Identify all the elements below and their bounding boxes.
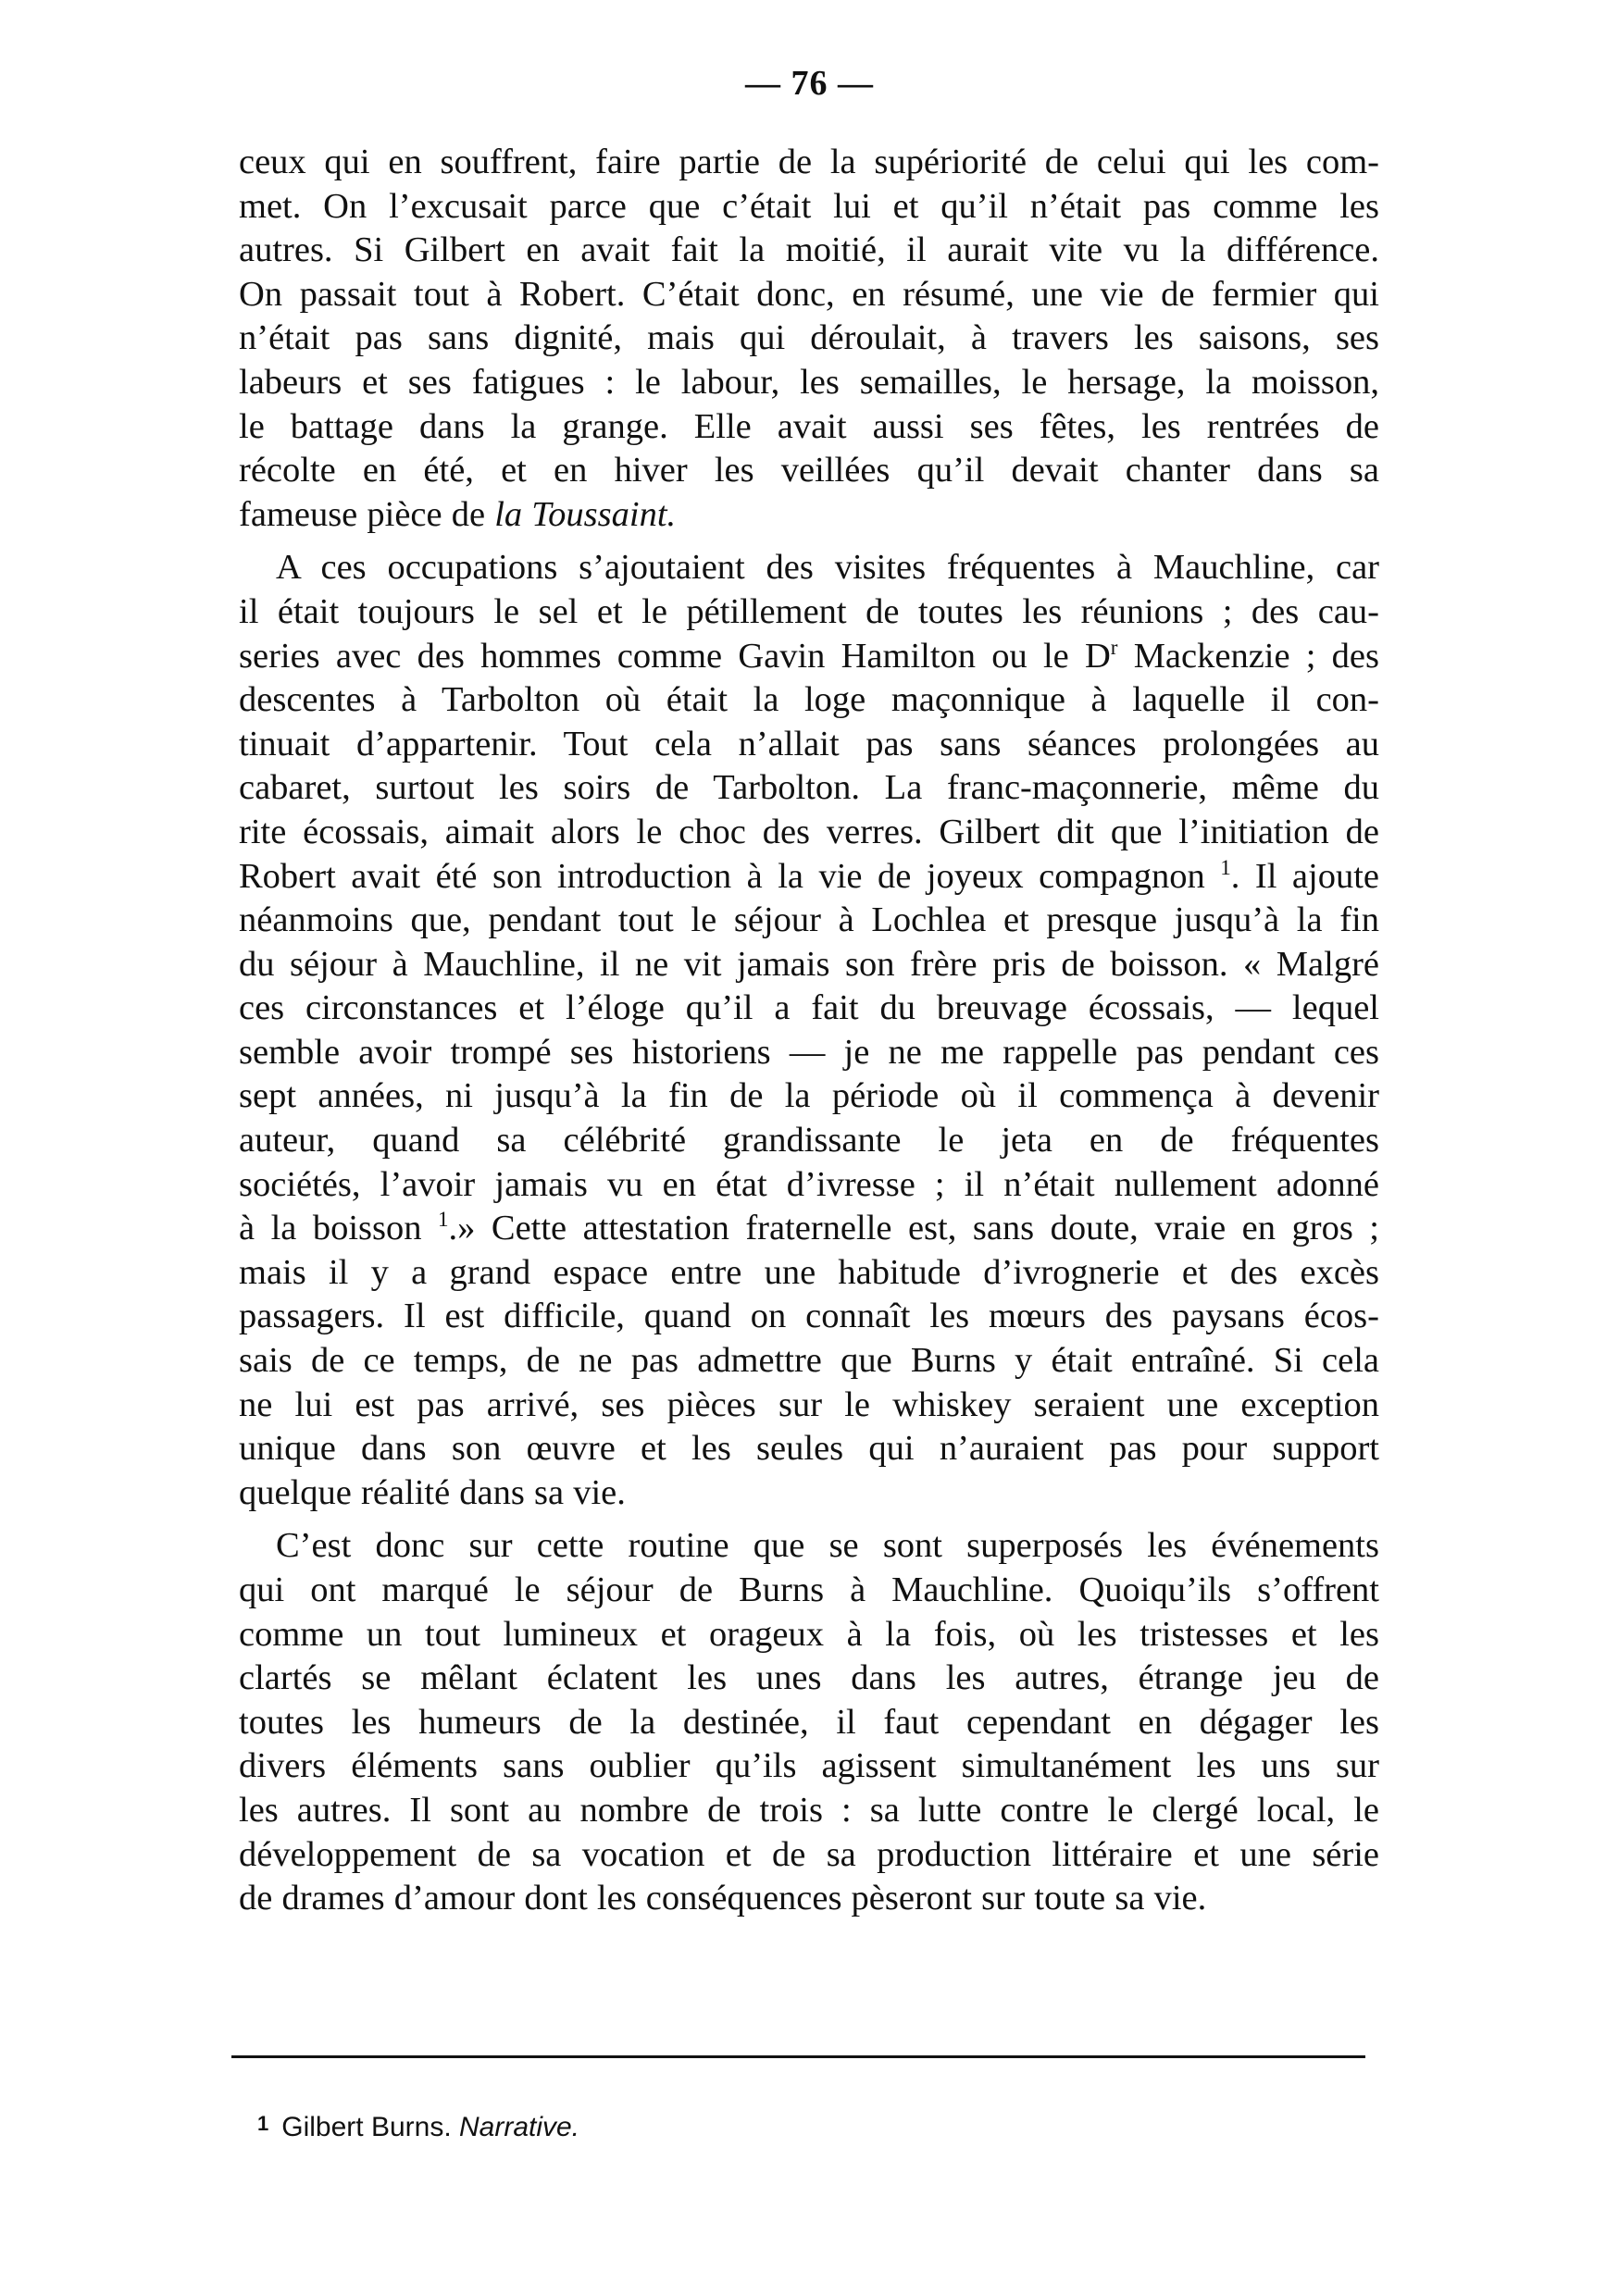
text-fragment: . Il ajoute — [1230, 856, 1379, 896]
text-line: ceux qui en souffrent, faire partie de la supériorité de celui qui les com- — [239, 143, 1379, 181]
paragraph-3 — [239, 1524, 1379, 1920]
text-line: A ces occupations s’ajoutaient des visites fréquentes à Mauchline, car — [276, 548, 1379, 588]
text-line: ces circonstances et l’éloge qu’il a fait du breuvage écossais, — lequel — [239, 988, 1379, 1028]
text-fragment: à la boisson — [239, 1209, 422, 1248]
page-number: — 76 — — [745, 64, 874, 103]
text-line: tinuait d’appartenir. Tout cela n’allait pas sans séances prolongées au — [239, 724, 1379, 763]
body-text — [239, 141, 1379, 1921]
text-fragment: .» Cette attestation fraternelle est, sans doute, vraie en gros ; — [448, 1209, 1379, 1248]
text-line: met. On l’excusait parce que c’était lui et qu’il n’était pas comme les — [239, 186, 1379, 226]
text-line: autres. Si Gilbert en avait fait la moitié, il aurait vite vu la différence. — [239, 230, 1379, 270]
text-line: C’est donc sur cette routine que se sont superposés les événements — [276, 1526, 1379, 1566]
text-line: néanmoins que, pendant tout le séjour à Lochlea et presque jusqu’à la fin — [239, 900, 1379, 940]
text-fragment: Mackenzie ; des — [1117, 636, 1380, 676]
text-line: quelque réalité dans sa vie. — [239, 1472, 626, 1512]
text-line: développement de sa vocation et de sa production littéraire et une série — [239, 1834, 1379, 1874]
text-line: rite écossais, aimait alors le choc des verres. Gilbert dit que l’initiation de — [239, 812, 1379, 851]
text-line: comme un tout lumineux et orageux à la fois, où les tristesses et les — [239, 1614, 1379, 1654]
text-fragment: fameuse pièce de — [239, 494, 495, 534]
text-line: cabaret, surtout les soirs de Tarbolton. La franc-maçonnerie, même du — [239, 768, 1379, 808]
work-title: la Toussaint. — [494, 494, 677, 534]
text-fragment: Robert avait été son introduction à la vie de joyeux compagnon — [239, 856, 1205, 896]
text-line: sais de ce temps, de ne pas admettre que Burns y était entraîné. Si cela — [239, 1341, 1379, 1381]
paragraph-2 — [239, 546, 1379, 1515]
footnote-reference: 1 — [437, 1207, 449, 1232]
text-line: n’était pas sans dignité, mais qui déroulait, à travers les saisons, ses — [239, 318, 1379, 358]
text-line: sept années, ni jusqu’à la fin de la période où il commença à devenir — [239, 1076, 1379, 1116]
text-line: le battage dans la grange. Elle avait aussi ses fêtes, les rentrées de — [239, 406, 1379, 446]
text-line: ne lui est pas arrivé, ses pièces sur le whiskey seraient une exception — [239, 1384, 1379, 1424]
footnote-divider — [231, 2055, 1365, 2058]
text-line: passagers. Il est difficile, quand on connaît les mœurs des paysans écos- — [239, 1297, 1379, 1336]
text-line: sociétés, l’avoir jamais vu en état d’ivresse ; il n’était nullement adonné — [239, 1164, 1379, 1204]
text-line — [239, 635, 1379, 679]
footnote-title: Narrative. — [458, 2112, 580, 2142]
text-fragment: series avec des hommes comme Gavin Hamilton ou le D — [239, 636, 1111, 676]
text-line: divers éléments sans oublier qu’ils agissent simultanément les uns sur — [239, 1746, 1379, 1786]
text-line — [239, 855, 1379, 900]
footnote-reference: 1 — [1220, 854, 1231, 879]
footnote-author: Gilbert Burns. — [281, 2112, 459, 2142]
text-line: descentes à Tarbolton où était la loge maçonnique à laquelle il con- — [239, 680, 1379, 720]
text-line: mais il y a grand espace entre une habitude d’ivrognerie et des excès — [239, 1252, 1379, 1292]
text-line — [239, 493, 1379, 538]
text-line: qui ont marqué le séjour de Burns à Mauchline. Quoiqu’ils s’offrent — [239, 1570, 1379, 1609]
footnote-mark: 1 — [257, 2112, 269, 2135]
text-line: clartés se mêlant éclatent les unes dans les autres, étrange jeu de — [239, 1658, 1379, 1698]
text-line: unique dans son œuvre et les seules qui n’auraient pas pour support — [239, 1429, 1379, 1469]
text-line: labeurs et ses fatigues : le labour, les semailles, le hersage, la moisson, — [239, 362, 1379, 402]
text-line: de drames d’amour dont les conséquences pèseront sur toute sa vie. — [239, 1879, 1207, 1918]
text-line: récolte en été, et en hiver les veillées qu’il devait chanter dans sa — [239, 451, 1379, 490]
text-line: toutes les humeurs de la destinée, il faut cependant en dégager les — [239, 1702, 1379, 1742]
text-line — [239, 1207, 1379, 1251]
text-line: les autres. Il sont au nombre de trois : sa lutte contre le clergé local, le — [239, 1790, 1379, 1830]
text-line: On passait tout à Robert. C’était donc, en résumé, une vie de fermier qui — [239, 274, 1379, 314]
paragraph-1 — [239, 141, 1379, 537]
text-line: semble avoir trompé ses historiens — je ne me rappelle pas pendant ces — [239, 1032, 1379, 1072]
superscript: r — [1110, 634, 1118, 659]
text-line: du séjour à Mauchline, il ne vit jamais son frère pris de boisson. « Malgré — [239, 944, 1379, 984]
text-line: il était toujours le sel et le pétillement de toutes les réunions ; des cau- — [239, 591, 1379, 631]
text-line: auteur, quand sa célébrité grandissante le jeta en de fréquentes — [239, 1121, 1379, 1160]
footnote — [257, 2112, 579, 2143]
